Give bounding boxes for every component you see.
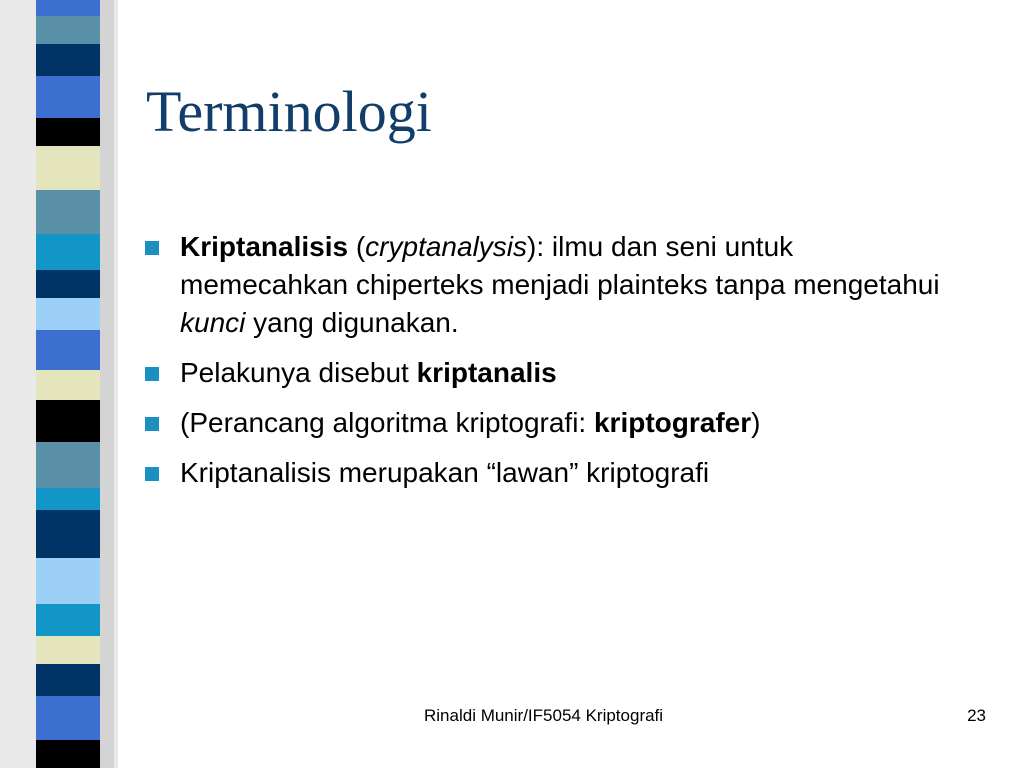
slide-footer: Rinaldi Munir/IF5054 Kriptografi: [424, 706, 664, 725]
decorative-stripe: [36, 740, 100, 768]
bullet-list: [145, 228, 965, 504]
decorative-stripe: [36, 370, 100, 400]
bullet-item: [145, 454, 965, 492]
decorative-stripe: [36, 16, 100, 44]
term-bold: Kriptanalisis: [180, 231, 349, 262]
term-italic: cryptanalysis: [365, 231, 528, 262]
decorative-stripe: [36, 44, 100, 76]
bullet-item: [145, 404, 965, 442]
decorative-stripe: [36, 664, 100, 696]
decorative-stripe: [36, 146, 100, 190]
decorative-stripe: [36, 76, 100, 118]
bullet-text: Kriptanalisis merupakan “lawan” kriptografi: [180, 457, 710, 488]
slide-title: Terminologi: [146, 79, 432, 144]
decorative-stripe: [36, 234, 100, 270]
decorative-stripe: [36, 636, 100, 664]
bullet-text: ): [751, 407, 761, 438]
bullet-text: Pelakunya disebut: [180, 357, 417, 388]
decorative-stripe: [36, 696, 100, 740]
bullet-item: [145, 354, 965, 392]
decorative-stripe: [36, 488, 100, 510]
decorative-stripe: [36, 442, 100, 488]
decorative-stripe: [36, 298, 100, 330]
decorative-stripe: [36, 0, 100, 16]
bullet-text: (: [348, 231, 366, 262]
decorative-strip-shadow: [100, 0, 114, 768]
decorative-stripe: [36, 510, 100, 558]
page-number: 23: [967, 706, 986, 725]
decorative-stripe: [36, 270, 100, 298]
term-bold: kriptanalis: [416, 357, 557, 388]
term-bold: kriptografer: [593, 407, 752, 438]
decorative-stripe: [36, 604, 100, 636]
bullet-text: ): ilmu dan seni untuk memecahkan chiperteks menjadi plainteks tanpa mengetahui: [180, 231, 940, 300]
decorative-stripe: [36, 558, 100, 604]
square-bullet-icon: [145, 241, 159, 255]
square-bullet-icon: [145, 367, 159, 381]
square-bullet-icon: [145, 417, 159, 431]
square-bullet-icon: [145, 467, 159, 481]
decorative-stripe: [36, 400, 100, 442]
bullet-text: (Perancang algoritma kriptografi:: [180, 407, 594, 438]
term-italic: kunci: [180, 307, 246, 338]
bullet-item: [145, 228, 965, 342]
decorative-stripe: [36, 118, 100, 146]
decorative-stripe: [36, 190, 100, 234]
bullet-text: yang digunakan.: [245, 307, 459, 338]
decorative-stripe: [36, 330, 100, 370]
